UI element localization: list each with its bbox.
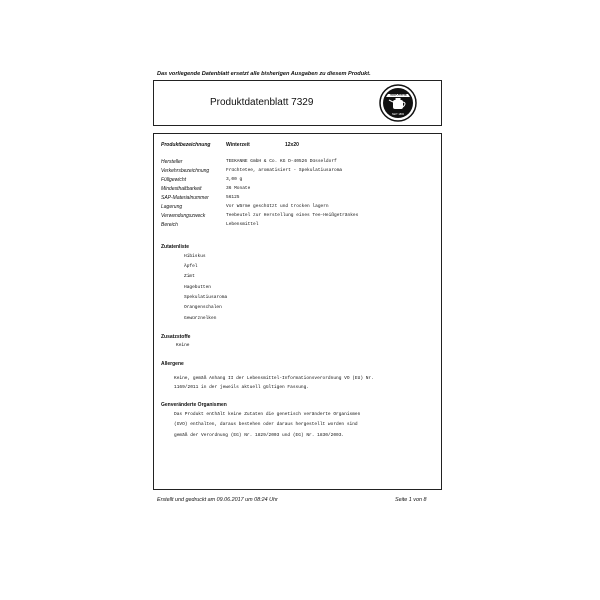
ingredient-item: Hibiskus: [184, 254, 206, 259]
allergene-heading: Allergene: [161, 361, 184, 367]
header-box: [153, 80, 442, 126]
ingredient-item: Hagebutten: [184, 285, 212, 290]
allergene-line: Keine, gemäß Anhang II der Lebensmittel-Informationsverordnung VO (EU) Nr.: [174, 376, 374, 381]
ingredient-item: Orangenschalen: [184, 305, 222, 310]
gvo-heading: Genveränderte Organismen: [161, 402, 227, 408]
page-title: Produktdatenblatt 7329: [210, 97, 314, 108]
replacement-notice: Das vorliegende Datenblatt ersetzt alle bisherigen Ausgaben zu diesem Produkt.: [157, 71, 371, 77]
zusatzstoffe-heading: Zusatzstoffe: [161, 334, 191, 340]
ingredient-item: Spekulatiusaroma: [184, 295, 228, 300]
field-label: Füllgewicht: [161, 177, 187, 183]
product-name: Winterzeit: [226, 142, 250, 148]
field-label: Lagerung: [161, 204, 183, 210]
field-label: Verwendungszweck: [161, 213, 206, 219]
logo-text: TEEKANNE: [389, 92, 407, 97]
print-timestamp: Erstellt und gedruckt am 09.06.2017 um 08:24 Uhr: [157, 497, 278, 503]
field-value: Teebeutel zur Herstellung eines Tee-Heißgetränkes: [226, 213, 359, 218]
field-label: SAP-Materialnummer: [161, 195, 209, 201]
field-value: Vor Wärme geschützt und trocken lagern: [226, 204, 329, 209]
allergene-line: 1169/2011 in der jeweils aktuell gültigen Fassung.: [174, 385, 310, 390]
field-label: Bereich: [161, 222, 178, 228]
product-label: Produktbezeichnung: [161, 142, 211, 148]
field-label: Mindesthaltbarkeit: [161, 186, 202, 192]
gvo-line: (GVO) enthalten, daraus bestehen oder daraus hergestellt worden sind: [174, 422, 358, 427]
page-number: Seite 1 von 8: [395, 497, 427, 503]
field-value: 36 Monate: [226, 186, 251, 191]
field-value: Früchtetee, aromatisiert - Spekulatiusaroma: [226, 168, 343, 173]
field-value: 56125: [226, 195, 240, 200]
field-value: TEEKANNE GmbH & Co. KG D-40526 Düsseldorf: [226, 159, 337, 164]
ingredient-item: Gewürznelken: [184, 316, 217, 321]
field-value: Lebensmittel: [226, 222, 259, 227]
ingredient-item: Zimt: [184, 274, 195, 279]
teekanne-logo: [378, 83, 418, 123]
gvo-line: gemäß der Verordnung (EG) Nr. 1829/2003 und (EG) Nr. 1830/2003.: [174, 433, 345, 438]
zusatzstoffe-value: Keine: [176, 343, 190, 348]
field-label: Verkehrsbezeichnung: [161, 168, 210, 174]
product-size: 12x20: [285, 142, 299, 148]
gvo-line: Das Produkt enthält keine Zutaten die genetisch veränderte Organismen: [174, 412, 361, 417]
ingredient-item: Äpfel: [184, 264, 198, 269]
zutatenliste-heading: Zutatenliste: [161, 244, 190, 250]
field-label: Hersteller: [161, 159, 183, 165]
product-details-box: [153, 133, 442, 490]
field-value: 3,00 g: [226, 177, 243, 182]
logo-subtext: SEIT 1882: [391, 113, 405, 116]
